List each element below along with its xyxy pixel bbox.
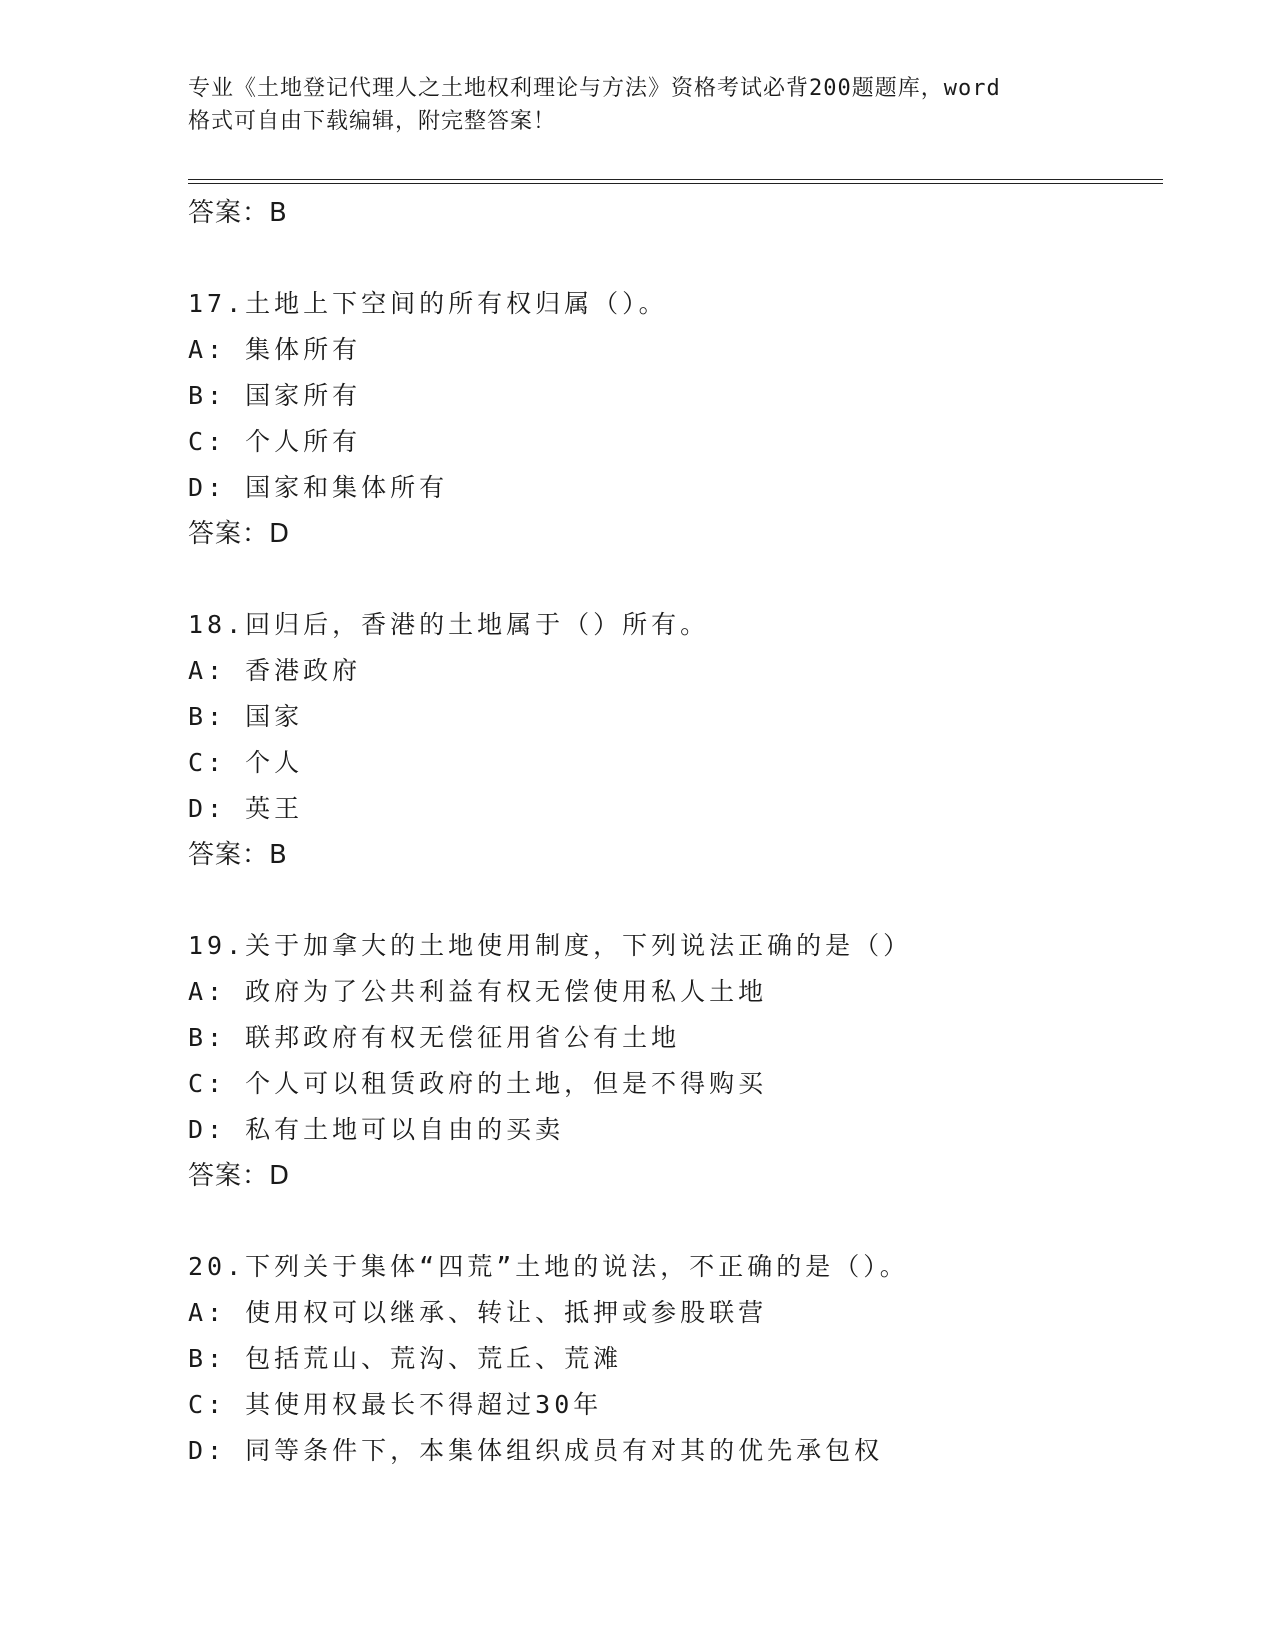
option-b: B: 国家所有 [188,381,362,410]
header-divider [188,179,1163,184]
spacer [188,557,1163,602]
spacer [188,236,1163,281]
option-c: C: 个人可以租赁政府的土地，但是不得购买 [188,1069,768,1098]
option-b: B: 包括荒山、荒沟、荒丘、荒滩 [188,1344,623,1373]
question-stem: 19.关于加拿大的土地使用制度，下列说法正确的是（） [188,931,913,960]
option-c: C: 个人 [188,748,304,777]
document-header [188,72,1088,138]
option-c: C: 其使用权最长不得超过30年 [188,1390,603,1419]
answer-line: 答案：B [188,198,288,228]
question-stem: 18.回归后，香港的土地属于（）所有。 [188,610,710,639]
option-a: A: 使用权可以继承、转让、抵押或参股联营 [188,1298,768,1327]
question-19 [188,923,1163,1199]
answer-line: 答案：D [188,519,291,549]
question-stem: 20.下列关于集体“四荒”土地的说法，不正确的是（）。 [188,1252,909,1281]
option-a: A: 香港政府 [188,656,362,685]
question-stem: 17.土地上下空间的所有权归属（）。 [188,289,668,318]
option-b: B: 联邦政府有权无偿征用省公有土地 [188,1023,681,1052]
option-d: D: 英王 [188,794,304,823]
question-17 [188,281,1163,557]
header-line-1: 专业《土地登记代理人之土地权利理论与方法》资格考试必背200题题库，word [188,76,1001,101]
spacer [188,878,1163,923]
option-d: D: 同等条件下，本集体组织成员有对其的优先承包权 [188,1436,884,1465]
option-d: D: 私有土地可以自由的买卖 [188,1115,565,1144]
question-20 [188,1244,1163,1474]
option-d: D: 国家和集体所有 [188,473,449,502]
answer-line: 答案：B [188,840,288,870]
question-18 [188,602,1163,878]
option-a: A: 集体所有 [188,335,362,364]
option-b: B: 国家 [188,702,304,731]
question-list [188,190,1163,1474]
option-a: A: 政府为了公共利益有权无偿使用私人土地 [188,977,768,1006]
spacer [188,1199,1163,1244]
answer-line: 答案：D [188,1161,291,1191]
header-line-2: 格式可自由下载编辑，附完整答案！ [188,109,557,134]
option-c: C: 个人所有 [188,427,362,456]
